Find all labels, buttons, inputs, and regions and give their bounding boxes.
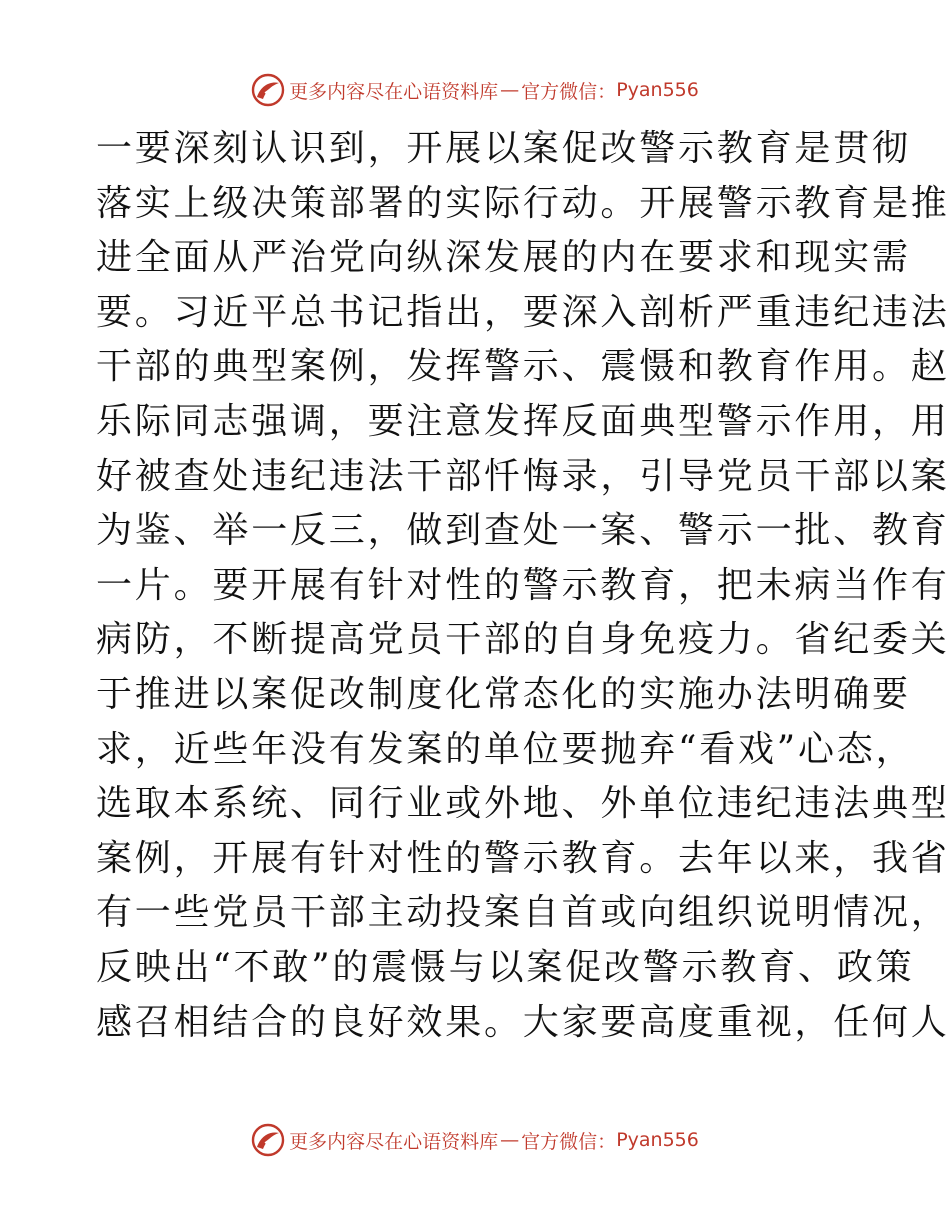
body-line: 要。习近平总书记指出，要深入剖析严重违纪违法: [96, 291, 950, 333]
body-line: 感召相结合的良好效果。大家要高度重视，任何人: [96, 1001, 950, 1043]
body-line: 一要深刻认识到，开展以案促改警示教育是贯彻: [96, 128, 911, 169]
body-line: 选取本系统、同行业或外地、外单位违纪违法典型: [96, 783, 950, 825]
body-line: 落实上级决策部署的实际行动。开展警示教育是推: [96, 182, 950, 224]
brand-logo-icon: [251, 73, 285, 107]
banner-wechat-label: 官方微信：: [521, 80, 617, 103]
body-line: 于推进以案促改制度化常态化的实施办法明确要: [96, 673, 911, 715]
body-line: 病防，不断提高党员干部的自身免疫力。省纪委关: [96, 619, 950, 661]
body-line: 进全面从严治党向纵深发展的内在要求和现实需: [96, 237, 911, 279]
banner-wechat-id: Pyan556: [616, 79, 699, 101]
banner-text: 更多内容尽在心语资料库: [289, 1130, 499, 1153]
body-line: 干部的典型案例，发挥警示、震慑和教育作用。赵: [96, 346, 950, 388]
body-line: 一片。要开展有针对性的警示教育，把未病当作有: [96, 564, 950, 606]
body-line: 乐际同志强调，要注意发挥反面典型警示作用，用: [96, 400, 950, 442]
header-banner: [0, 70, 950, 110]
banner-separator: —: [500, 79, 520, 101]
body-line: 好被查处违纪违法干部忏悔录，引导党员干部以案: [96, 455, 950, 497]
body-line: 有一些党员干部主动投案自首或向组织说明情况，: [96, 892, 950, 934]
banner-separator: —: [500, 1129, 520, 1151]
body-line: 求，近些年没有发案的单位要抛弃“看戏”心态，: [96, 728, 915, 770]
body-line: 案例，开展有针对性的警示教育。去年以来，我省: [96, 837, 950, 879]
banner-wechat-id: Pyan556: [616, 1129, 699, 1151]
footer-banner: [0, 1120, 950, 1160]
document-body: [96, 122, 950, 1050]
brand-logo-icon: [251, 1123, 285, 1157]
body-line: 反映出“不敢”的震慑与以案促改警示教育、政策: [96, 946, 915, 988]
body-line: 为鉴、举一反三，做到查处一案、警示一批、教育: [96, 510, 950, 552]
banner-text: 更多内容尽在心语资料库: [289, 80, 499, 103]
banner-wechat-label: 官方微信：: [521, 1130, 617, 1153]
